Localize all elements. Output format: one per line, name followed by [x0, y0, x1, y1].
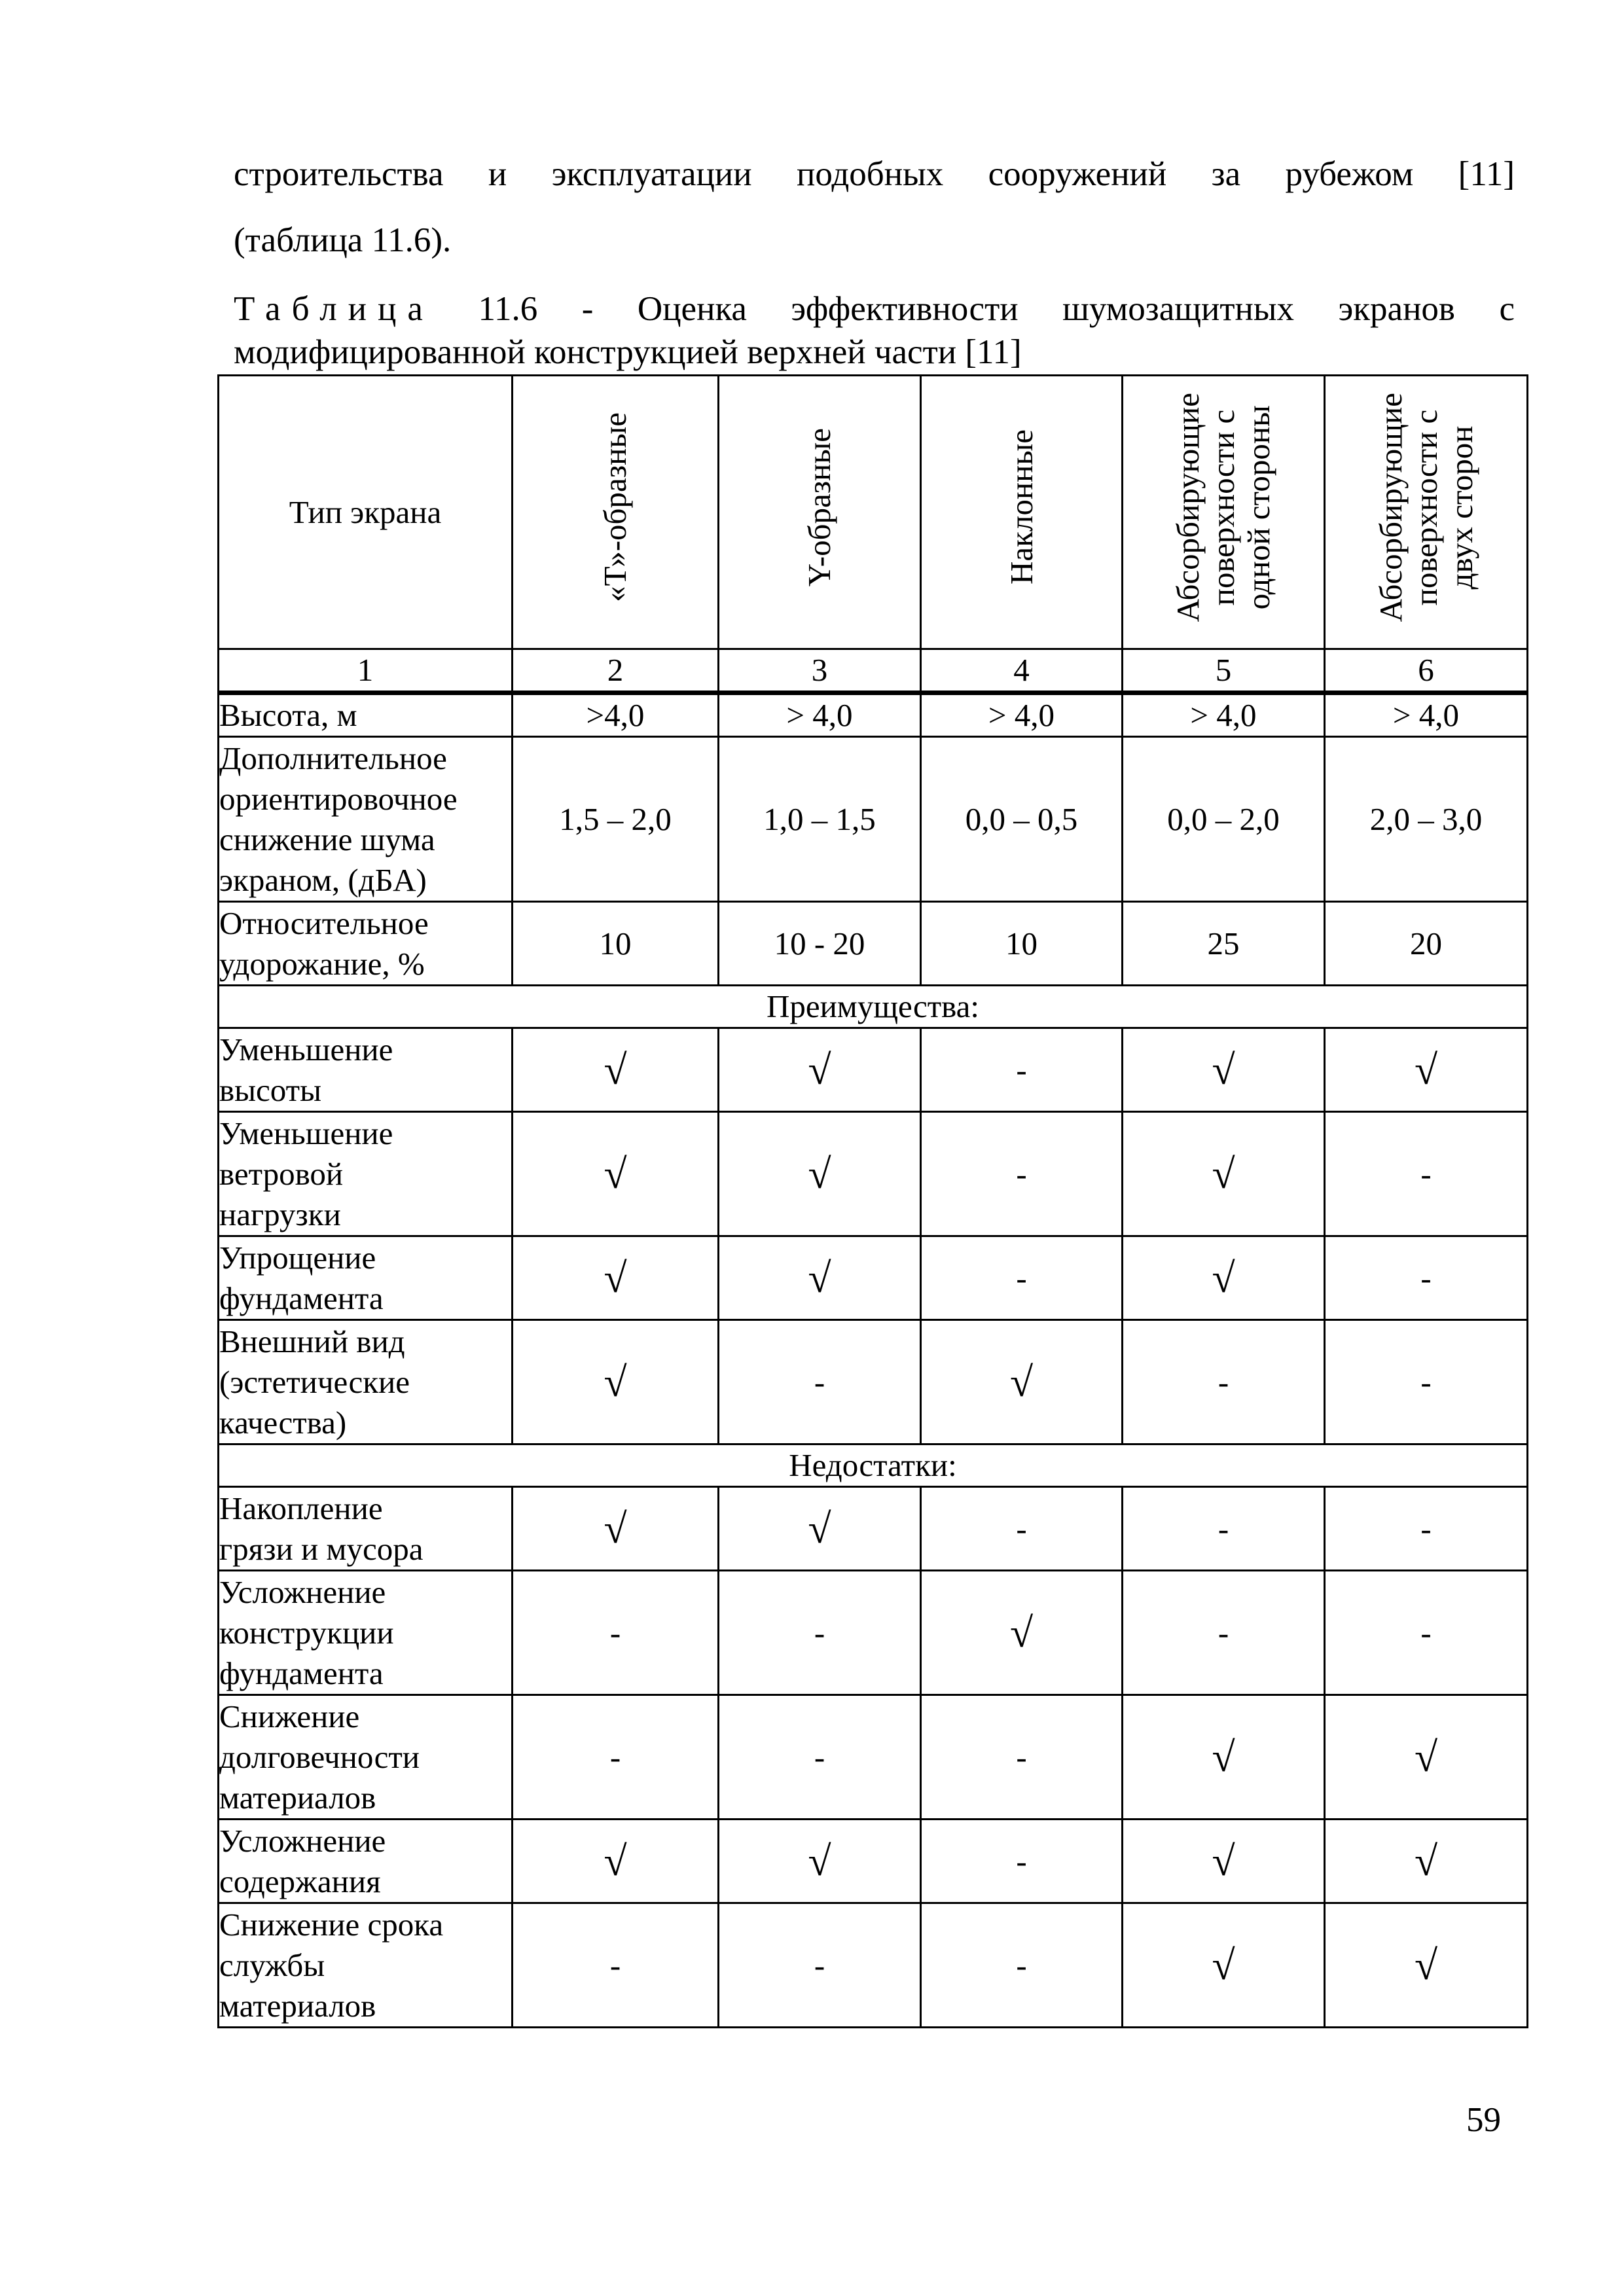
- header-vertical-text: [1170, 393, 1276, 622]
- value-cell: -: [921, 1695, 1123, 1820]
- header-column-2: [513, 376, 719, 649]
- value-cell: -: [719, 1320, 921, 1444]
- value-cell: -: [1123, 1571, 1325, 1695]
- check-mark: √: [513, 1028, 719, 1112]
- value-cell: -: [921, 1820, 1123, 1903]
- value-cell: -: [719, 1571, 921, 1695]
- value-cell: > 4,0: [1123, 693, 1325, 737]
- value-cell: 1,0 – 1,5: [719, 737, 921, 902]
- value-cell: 1,5 – 2,0: [513, 737, 719, 902]
- check-mark: √: [1123, 1028, 1325, 1112]
- value-cell: > 4,0: [921, 693, 1123, 737]
- value-cell: -: [513, 1695, 719, 1820]
- check-mark: √: [1325, 1028, 1528, 1112]
- cell-text: конструкции: [219, 1614, 394, 1651]
- value-cell: -: [921, 1903, 1123, 2028]
- row-label: [219, 1820, 513, 1903]
- intro-paragraph-line-1: строительства и эксплуатации подобных сооружений за рубежом [11]: [234, 155, 1515, 193]
- table-header-row: [219, 376, 1528, 649]
- cell-text: фундамента: [219, 1280, 384, 1316]
- header-text-line: «Т»-образные: [597, 412, 633, 602]
- cell-text: Накопление: [219, 1490, 383, 1526]
- check-mark: √: [513, 1236, 719, 1320]
- row-label: [219, 693, 513, 737]
- check-mark: √: [1123, 1236, 1325, 1320]
- header-text-line: Наклонные: [1003, 429, 1039, 585]
- row-label: [219, 1695, 513, 1820]
- check-mark: √: [513, 1320, 719, 1444]
- section-heading: Недостатки:: [219, 1444, 1528, 1487]
- cell-text: Уменьшение: [219, 1031, 393, 1067]
- cell-text: снижение шума: [219, 821, 435, 857]
- check-mark: √: [921, 1320, 1123, 1444]
- cell-text: нагрузки: [219, 1196, 341, 1232]
- value-cell: -: [1325, 1320, 1528, 1444]
- advantages-heading-row: [219, 986, 1528, 1028]
- column-number: 4: [921, 649, 1123, 693]
- disadvantage-row: [219, 1695, 1528, 1820]
- section-heading: Преимущества:: [219, 986, 1528, 1028]
- check-mark: √: [719, 1820, 921, 1903]
- header-vertical-text: [1373, 393, 1479, 622]
- row-label: [219, 1571, 513, 1695]
- header-text-line: Абсорбирующие: [1372, 392, 1409, 622]
- header-text-line: Y-образные: [801, 427, 837, 587]
- value-cell: -: [921, 1112, 1123, 1236]
- check-mark: √: [921, 1571, 1123, 1695]
- check-mark: √: [1325, 1695, 1528, 1820]
- table-caption: [234, 290, 1515, 328]
- value-cell: -: [719, 1903, 921, 2028]
- cell-text: фундамента: [219, 1655, 384, 1691]
- value-cell: -: [1325, 1112, 1528, 1236]
- table-caption-line-2: модифицированной конструкцией верхней части [11]: [234, 333, 1022, 371]
- cell-text: Уменьшение: [219, 1115, 393, 1151]
- cell-text: грязи и мусора: [219, 1530, 424, 1567]
- check-mark: √: [1123, 1695, 1325, 1820]
- disadvantage-row: [219, 1571, 1528, 1695]
- check-mark: √: [719, 1236, 921, 1320]
- header-column-4: [921, 376, 1123, 649]
- column-number: 5: [1123, 649, 1325, 693]
- value-cell: 0,0 – 2,0: [1123, 737, 1325, 902]
- value-cell: 20: [1325, 902, 1528, 986]
- value-cell: -: [1325, 1487, 1528, 1571]
- value-cell: -: [921, 1028, 1123, 1112]
- advantage-row: [219, 1028, 1528, 1112]
- value-cell: -: [513, 1571, 719, 1695]
- cell-text: качества): [219, 1404, 347, 1441]
- header-text-line: поверхности с: [1205, 409, 1241, 605]
- cell-text: высоты: [219, 1071, 321, 1108]
- header-type-label: Тип экрана: [219, 376, 513, 649]
- cell-text: Упрощение: [219, 1239, 376, 1276]
- header-vertical-text: [802, 428, 837, 586]
- value-cell: > 4,0: [1325, 693, 1528, 737]
- column-number: 1: [219, 649, 513, 693]
- cell-text: Усложнение: [219, 1822, 386, 1859]
- check-mark: √: [513, 1820, 719, 1903]
- cell-text: удорожание, %: [219, 945, 425, 982]
- advantage-row: [219, 1320, 1528, 1444]
- value-cell: 25: [1123, 902, 1325, 986]
- value-cell: -: [1325, 1236, 1528, 1320]
- parameter-row: [219, 737, 1528, 902]
- advantage-row: [219, 1236, 1528, 1320]
- disadvantage-row: [219, 1820, 1528, 1903]
- value-cell: -: [1123, 1320, 1325, 1444]
- intro-paragraph-line-2: (таблица 11.6).: [234, 221, 452, 259]
- value-cell: 10: [921, 902, 1123, 986]
- header-column-3: [719, 376, 921, 649]
- cell-text: Относительное: [219, 905, 429, 941]
- check-mark: √: [1123, 1112, 1325, 1236]
- parameter-row: [219, 902, 1528, 986]
- column-number: 2: [513, 649, 719, 693]
- header-text-line: Абсорбирующие: [1170, 392, 1206, 622]
- row-label: [219, 1236, 513, 1320]
- row-label: [219, 1320, 513, 1444]
- value-cell: 2,0 – 3,0: [1325, 737, 1528, 902]
- cell-text: Снижение: [219, 1698, 360, 1734]
- value-cell: >4,0: [513, 693, 719, 737]
- cell-text: материалов: [219, 1987, 376, 2024]
- row-label: [219, 1028, 513, 1112]
- value-cell: 0,0 – 0,5: [921, 737, 1123, 902]
- table-caption-label: Таблица: [234, 290, 434, 328]
- header-text-line: поверхности с: [1407, 409, 1444, 605]
- check-mark: √: [1123, 1820, 1325, 1903]
- noise-barrier-table: [217, 374, 1528, 2028]
- cell-text: Снижение срока: [219, 1906, 444, 1943]
- check-mark: √: [1325, 1903, 1528, 2028]
- cell-text: экраном, (дБА): [219, 861, 427, 898]
- header-column-6: [1325, 376, 1528, 649]
- row-label: [219, 1487, 513, 1571]
- parameter-row: [219, 693, 1528, 737]
- cell-text: службы: [219, 1946, 325, 1983]
- check-mark: √: [1325, 1820, 1528, 1903]
- disadvantages-heading-row: [219, 1444, 1528, 1487]
- check-mark: √: [719, 1028, 921, 1112]
- disadvantage-row: [219, 1487, 1528, 1571]
- header-vertical-text: [598, 412, 633, 602]
- cell-text: (эстетические: [219, 1363, 410, 1400]
- cell-text: Внешний вид: [219, 1323, 405, 1359]
- page-number: 59: [1466, 2101, 1501, 2139]
- value-cell: -: [921, 1236, 1123, 1320]
- cell-text: долговечности: [219, 1738, 420, 1775]
- advantage-row: [219, 1112, 1528, 1236]
- cell-text: Усложнение: [219, 1573, 386, 1610]
- check-mark: √: [1123, 1903, 1325, 2028]
- header-text-line: двух сторон: [1443, 425, 1479, 589]
- value-cell: 10 - 20: [719, 902, 921, 986]
- check-mark: √: [719, 1487, 921, 1571]
- check-mark: √: [513, 1112, 719, 1236]
- column-number: 6: [1325, 649, 1528, 693]
- value-cell: -: [719, 1695, 921, 1820]
- disadvantage-row: [219, 1903, 1528, 2028]
- row-label: [219, 902, 513, 986]
- check-mark: √: [719, 1112, 921, 1236]
- header-vertical-text: [1004, 429, 1039, 584]
- value-cell: -: [921, 1487, 1123, 1571]
- value-cell: > 4,0: [719, 693, 921, 737]
- row-label: [219, 737, 513, 902]
- cell-text: ориентировочное: [219, 780, 458, 817]
- value-cell: -: [513, 1903, 719, 2028]
- header-text-line: одной стороны: [1240, 404, 1276, 610]
- row-label: [219, 1112, 513, 1236]
- row-label: [219, 1903, 513, 2028]
- column-number: 3: [719, 649, 921, 693]
- cell-text: материалов: [219, 1779, 376, 1816]
- header-column-5: [1123, 376, 1325, 649]
- value-cell: -: [1123, 1487, 1325, 1571]
- cell-text: Высота, м: [219, 697, 357, 733]
- cell-text: содержания: [219, 1863, 381, 1899]
- value-cell: -: [1325, 1571, 1528, 1695]
- check-mark: √: [513, 1487, 719, 1571]
- cell-text: ветровой: [219, 1155, 344, 1192]
- value-cell: 10: [513, 902, 719, 986]
- column-numbers-row: [219, 649, 1528, 693]
- cell-text: Дополнительное: [219, 740, 447, 776]
- table-caption-text: 11.6 - Оценка эффективности шумозащитных экранов с: [478, 290, 1515, 328]
